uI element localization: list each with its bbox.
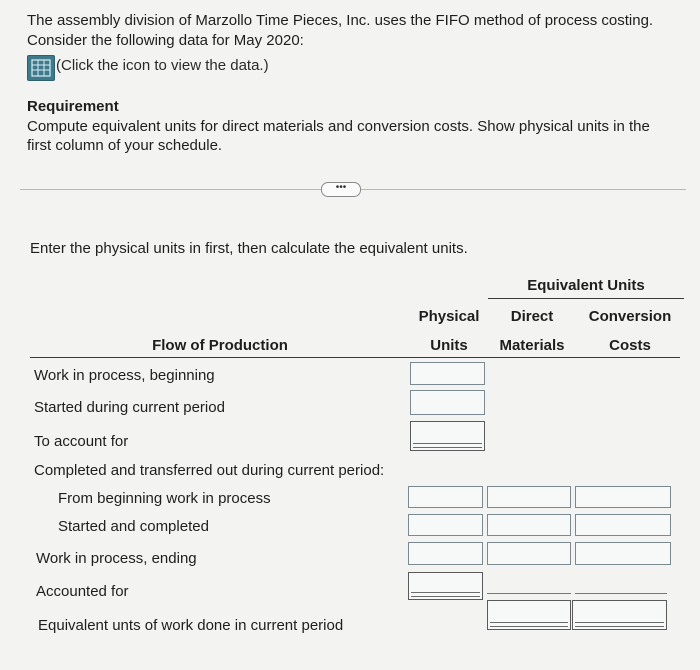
- conversion-total-rule: [575, 593, 667, 594]
- row-started-label: Started during current period: [34, 399, 225, 416]
- intro-line-2: Consider the following data for May 2020:: [27, 32, 304, 49]
- conversion-wip-ending-input[interactable]: [575, 542, 671, 565]
- col-physical-header-1: Physical: [418, 308, 480, 325]
- row-wip-ending-label: Work in process, ending: [36, 550, 197, 567]
- conversion-from-beginning-input[interactable]: [575, 486, 671, 508]
- col-physical-header-2: Units: [430, 337, 468, 354]
- equivalent-units-header: Equivalent Units: [527, 277, 645, 294]
- conversion-equivalent-input[interactable]: [572, 600, 667, 630]
- col-direct-header-2: Materials: [499, 337, 565, 354]
- physical-to-account-input[interactable]: [410, 421, 485, 451]
- requirement-line-1: Compute equivalent units for direct materials and conversion costs. Show physical units in the: [27, 118, 650, 135]
- physical-wip-ending-input[interactable]: [408, 542, 483, 565]
- instruction-text: Enter the physical units in first, then calculate the equivalent units.: [30, 240, 468, 257]
- physical-started-input[interactable]: [410, 390, 485, 415]
- header-underline: [30, 357, 680, 358]
- row-started-completed-label: Started and completed: [58, 518, 209, 535]
- row-to-account-label: To account for: [34, 433, 129, 450]
- materials-from-beginning-input[interactable]: [487, 486, 571, 508]
- physical-wip-beginning-input[interactable]: [410, 362, 485, 385]
- conversion-started-completed-input[interactable]: [575, 514, 671, 536]
- materials-equivalent-input[interactable]: [487, 600, 571, 630]
- row-wip-beginning-label: Work in process, beginning: [34, 367, 215, 384]
- physical-started-completed-input[interactable]: [408, 514, 483, 536]
- physical-accounted-input[interactable]: [408, 572, 483, 600]
- flow-of-production-header: Flow of Production: [152, 337, 288, 354]
- col-conversion-header-1: Conversion: [588, 308, 672, 325]
- physical-from-beginning-input[interactable]: [408, 486, 483, 508]
- row-completed-label: Completed and transferred out during current period:: [34, 462, 385, 479]
- view-data-link[interactable]: (Click the icon to view the data.): [56, 57, 269, 74]
- materials-total-rule: [487, 593, 571, 594]
- requirement-heading: Requirement: [27, 98, 119, 115]
- materials-wip-ending-input[interactable]: [487, 542, 571, 565]
- row-equivalent-label: Equivalent unts of work done in current period: [38, 617, 344, 634]
- expand-more-button[interactable]: •••: [321, 182, 361, 197]
- requirement-line-2: first column of your schedule.: [27, 137, 223, 154]
- col-direct-header-1: Direct: [510, 308, 554, 325]
- row-accounted-label: Accounted for: [36, 583, 129, 600]
- equivalent-units-underline: [488, 298, 684, 299]
- intro-line-1: The assembly division of Marzollo Time Pieces, Inc. uses the FIFO method of process costing.: [27, 12, 654, 29]
- materials-started-completed-input[interactable]: [487, 514, 571, 536]
- col-conversion-header-2: Costs: [609, 337, 651, 354]
- data-table-icon[interactable]: [27, 55, 55, 81]
- row-from-beginning-label: From beginning work in process: [58, 490, 271, 507]
